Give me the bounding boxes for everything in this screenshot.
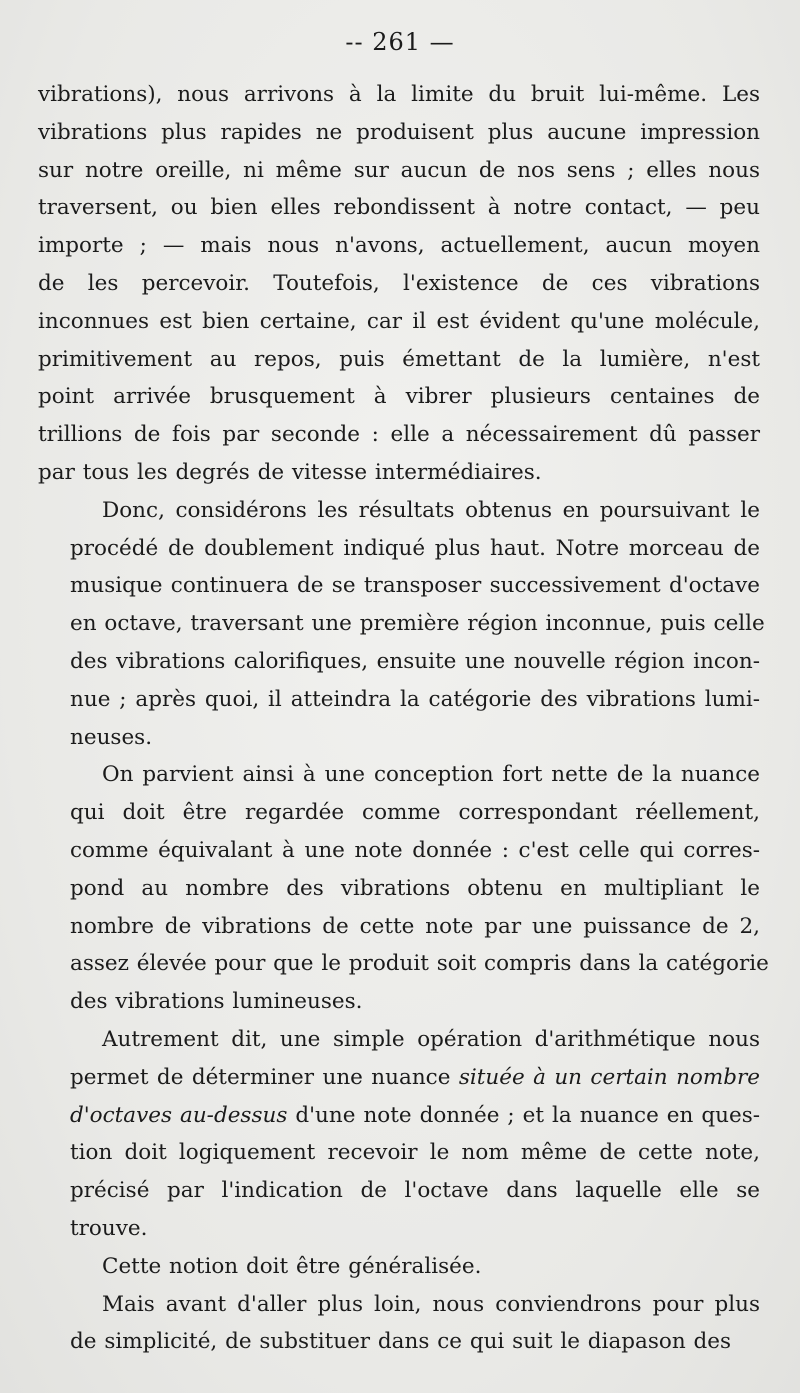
- paragraph: [38, 1021, 760, 1248]
- text-line: nue ; après quoi, il atteindra la catégorie des vibrations lumi-: [70, 686, 760, 712]
- text-line: trouve.: [70, 1215, 148, 1241]
- paragraph: [38, 76, 760, 492]
- paragraph: [38, 756, 769, 1021]
- body-text: [38, 76, 769, 1361]
- text-line: Cette notion doit être généralisée.: [102, 1253, 482, 1279]
- text-line: inconnues est bien certaine, car il est évident qu'une molécule,: [38, 308, 760, 334]
- text-line: procédé de doublement indiqué plus haut. Notre morceau de: [70, 535, 760, 561]
- text-line: trillions de fois par seconde : elle a nécessairement dû passer: [38, 422, 760, 448]
- text-line: par tous les degrés de vitesse intermédiaires.: [38, 459, 542, 485]
- text-line: en octave, traversant une première région inconnue, puis celle: [70, 611, 765, 637]
- text-line: de simplicité, de substituer dans ce qui suit le diapason des: [70, 1329, 732, 1355]
- text-line: d'octaves au-dessus d'une note donnée ; et la nuance en ques-: [70, 1102, 760, 1128]
- text-line: vibrations), nous arrivons à la limite du bruit lui-même. Les: [38, 82, 760, 107]
- paragraph: [38, 492, 765, 757]
- text-line: sur notre oreille, ni même sur aucun de nos sens ; elles nous: [38, 157, 760, 183]
- text-line: traversent, ou bien elles rebondissent à notre contact, — peu: [38, 195, 760, 221]
- text-line: qui doit être regardée comme correspondant réellement,: [70, 800, 760, 826]
- text-line: tion doit logiquement recevoir le nom même de cette note,: [70, 1140, 760, 1166]
- text-line: vibrations plus rapides ne produisent plus aucune impression: [38, 119, 760, 145]
- text-line: permet de déterminer une nuance située à un certain nombre: [70, 1064, 761, 1090]
- text-line: musique continuera de se transposer successivement d'octave: [70, 573, 760, 599]
- text-line: nombre de vibrations de cette note par une puissance de 2,: [70, 913, 760, 939]
- page-number: -- 261 —: [345, 28, 455, 56]
- text-line: importe ; — mais nous n'avons, actuellement, aucun moyen: [38, 233, 760, 259]
- text-line: précisé par l'indication de l'octave dans laquelle elle se: [70, 1178, 760, 1204]
- text-line: assez élevée pour que le produit soit compris dans la catégorie: [70, 951, 769, 977]
- text-line: des vibrations calorifiques, ensuite une nouvelle région incon-: [70, 648, 760, 674]
- text-line: neuses.: [70, 724, 153, 750]
- text-line: On parvient ainsi à une conception fort nette de la nuance: [102, 762, 760, 788]
- text-line: primitivement au repos, puis émettant de la lumière, n'est: [38, 346, 760, 372]
- paragraph: [38, 1248, 760, 1286]
- text-line: comme équivalant à une note donnée : c'est celle qui corres-: [70, 837, 760, 863]
- text-line: pond au nombre des vibrations obtenu en multipliant le: [70, 875, 760, 901]
- paragraph: [38, 1286, 760, 1362]
- text-line: point arrivée brusquement à vibrer plusieurs centaines de: [38, 384, 760, 410]
- text-line: Donc, considérons les résultats obtenus en poursuivant le: [102, 497, 760, 523]
- text-line: des vibrations lumineuses.: [70, 989, 363, 1015]
- text-line: de les percevoir. Toutefois, l'existence de ces vibrations: [38, 270, 760, 296]
- text-line: Autrement dit, une simple opération d'arithmétique nous: [102, 1026, 760, 1052]
- text-line: Mais avant d'aller plus loin, nous conviendrons pour plus: [102, 1291, 760, 1317]
